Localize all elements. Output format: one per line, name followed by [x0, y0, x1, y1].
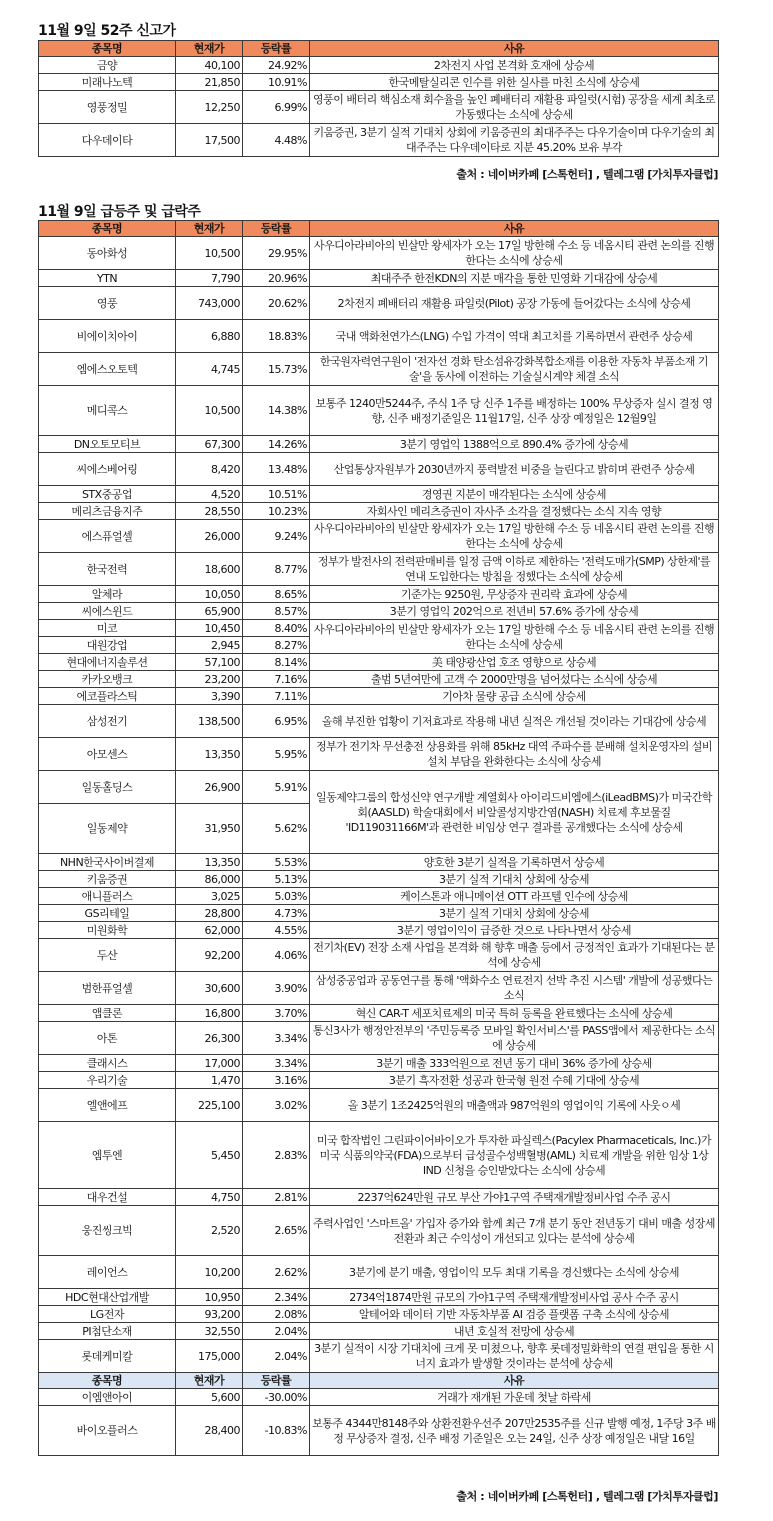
- current-price: 28,400: [176, 1406, 243, 1456]
- down-header-rate: 등락률: [243, 1373, 310, 1389]
- change-rate: 2.65%: [243, 1206, 310, 1256]
- reason-text: 보통주 1240만5244주, 주식 1주 당 신주 1주를 배정하는 100% 무상증자 실시 결정 영향, 신주 배정기준일은 11월17일, 신주 상장 예정일은 12월9일: [310, 386, 719, 436]
- table-row: [39, 1289, 719, 1306]
- stock-name: 씨에스베어링: [39, 453, 176, 486]
- table-row: [39, 620, 719, 637]
- change-rate: 7.11%: [243, 688, 310, 705]
- stock-name: 일동홀딩스: [39, 771, 176, 804]
- table-row: [39, 1089, 719, 1122]
- table-row: [39, 654, 719, 671]
- change-rate: 3.90%: [243, 972, 310, 1005]
- reason-text: 2734억1874만원 규모의 가야1구역 주택재개발정비사업 공사 수주 공시: [310, 1289, 719, 1306]
- current-price: 10,050: [176, 586, 243, 603]
- stock-name: STX중공업: [39, 486, 176, 503]
- stock-name: 이엠앤아이: [39, 1389, 176, 1406]
- current-price: 93,200: [176, 1306, 243, 1323]
- reason-text: 주력사업인 '스마트올' 가입자 증가와 함께 최근 7개 분기 동안 전년동기 대비 매출 성장세 전환과 최근 수익성이 개선되고 있다는 분석에 상승세: [310, 1206, 719, 1256]
- stock-name: 우리기술: [39, 1072, 176, 1089]
- stock-name: 대우건설: [39, 1189, 176, 1206]
- stock-name: 앱클론: [39, 1005, 176, 1022]
- change-rate: 4.73%: [243, 905, 310, 922]
- table-row: [39, 1389, 719, 1406]
- change-rate: 8.40%: [243, 620, 310, 637]
- stock-name: 에스퓨얼셀: [39, 520, 176, 553]
- current-price: 138,500: [176, 705, 243, 738]
- stock-name: 삼성전기: [39, 705, 176, 738]
- current-price: 67,300: [176, 436, 243, 453]
- table-row: [39, 1306, 719, 1323]
- reason-text: 한국원자력연구원이 '전자선 경화 탄소섬유강화복합소재를 이용한 자동차 부품소재 기술'을 동사에 이전하는 기술실시계약 체결 소식: [310, 353, 719, 386]
- reason-text: 거래가 재개된 가운데 첫날 하락세: [310, 1389, 719, 1406]
- current-price: 4,520: [176, 486, 243, 503]
- change-rate: 14.38%: [243, 386, 310, 436]
- stock-name: 미원화학: [39, 922, 176, 939]
- stock-name: YTN: [39, 270, 176, 287]
- reason-text: 알테어와 데이터 기반 자동차부품 AI 검증 플랫폼 구축 소식에 상승세: [310, 1306, 719, 1323]
- down-header-name: 종목명: [39, 1373, 176, 1389]
- change-rate: 14.26%: [243, 436, 310, 453]
- reason-text: 3분기 흑자전환 성공과 한국형 원전 수혜 기대에 상승세: [310, 1072, 719, 1089]
- stock-name: 일동제약: [39, 804, 176, 854]
- change-rate: 6.95%: [243, 705, 310, 738]
- change-rate: 15.73%: [243, 353, 310, 386]
- stock-name: 키움증권: [39, 871, 176, 888]
- table-row: [39, 1406, 719, 1456]
- change-rate: 4.06%: [243, 939, 310, 972]
- table-row: [39, 553, 719, 586]
- current-price: 13,350: [176, 738, 243, 771]
- movers-table: [38, 220, 719, 1456]
- table-row: [39, 888, 719, 905]
- current-price: 2,945: [176, 637, 243, 654]
- table-row: [39, 353, 719, 386]
- current-price: 4,745: [176, 353, 243, 386]
- reason-text: 산업통상자원부가 2030년까지 풍력발전 비중을 늘린다고 밝히며 관련주 상승세: [310, 453, 719, 486]
- change-rate: 8.27%: [243, 637, 310, 654]
- stock-name: 금양: [39, 57, 176, 74]
- reason-text: 3분기 영업익 1388억으로 890.4% 증가에 상승세: [310, 436, 719, 453]
- stock-name: 동아화성: [39, 237, 176, 270]
- table-row: [39, 1072, 719, 1089]
- change-rate: 5.95%: [243, 738, 310, 771]
- change-rate: 7.16%: [243, 671, 310, 688]
- header-price: 현재가: [176, 221, 243, 237]
- change-rate: 4.55%: [243, 922, 310, 939]
- stock-name: 에코플라스틱: [39, 688, 176, 705]
- reason-text: 3분기 실적이 시장 기대치에 크게 못 미쳤으나, 향후 롯데정밀화학의 연결 편입을 통한 시너지 효과가 발생할 것이라는 분석에 상승세: [310, 1340, 719, 1373]
- reason-text: 3분기 매출 333억원으로 전년 동기 대비 36% 증가에 상승세: [310, 1055, 719, 1072]
- current-price: 2,520: [176, 1206, 243, 1256]
- change-rate: -30.00%: [243, 1389, 310, 1406]
- change-rate: 5.03%: [243, 888, 310, 905]
- current-price: 5,600: [176, 1389, 243, 1406]
- change-rate: 5.13%: [243, 871, 310, 888]
- new-high-table: [38, 40, 719, 157]
- table-row: [39, 905, 719, 922]
- current-price: 40,100: [176, 57, 243, 74]
- reason-text: 삼성중공업과 공동연구를 통해 '액화수소 연료전지 선박 추진 시스템' 개발에 성공했다는 소식: [310, 972, 719, 1005]
- stock-name: GS리테일: [39, 905, 176, 922]
- stock-name: 엘앤에프: [39, 1089, 176, 1122]
- reason-text: 자회사인 메리츠증권이 자사주 소각을 결정했다는 소식 지속 영향: [310, 503, 719, 520]
- current-price: 12,250: [176, 91, 243, 124]
- reason-text: 영풍이 배터리 핵심소재 회수율을 높인 폐배터리 재활용 파일럿(시험) 공장을 세계 최초로 가동했다는 소식에 상승세: [310, 91, 719, 124]
- change-rate: 2.83%: [243, 1122, 310, 1189]
- header-name: 종목명: [39, 41, 176, 57]
- change-rate: 5.53%: [243, 854, 310, 871]
- table-row: [39, 270, 719, 287]
- stock-name: 다우데이타: [39, 124, 176, 157]
- reason-text: 올해 부진한 업황이 기저효과로 작용해 내년 실적은 개선될 것이라는 기대감에 상승세: [310, 705, 719, 738]
- reason-text: 美 태양광산업 호조 영향으로 상승세: [310, 654, 719, 671]
- reason-text: 최대주주 한전KDN의 지분 매각을 통한 민영화 기대감에 상승세: [310, 270, 719, 287]
- down-header-reason: 사유: [310, 1373, 719, 1389]
- current-price: 23,200: [176, 671, 243, 688]
- current-price: 743,000: [176, 287, 243, 320]
- current-price: 175,000: [176, 1340, 243, 1373]
- change-rate: 3.02%: [243, 1089, 310, 1122]
- change-rate: 10.91%: [243, 74, 310, 91]
- current-price: 7,790: [176, 270, 243, 287]
- change-rate: 20.96%: [243, 270, 310, 287]
- table-row: [39, 922, 719, 939]
- change-rate: 3.34%: [243, 1055, 310, 1072]
- stock-name: 두산: [39, 939, 176, 972]
- current-price: 26,300: [176, 1022, 243, 1055]
- reason-text: 일동제약그룹의 합성신약 연구개발 계열회사 아이리드비엠에스(iLeadBMS)가 미국간학회(AASLD) 학술대회에서 비알콜성지방간염(NASH) 치료제 후보물질 'ID119031166M'과 관련한 비임상 연구 결과를 공개했다는 소식에 상승세: [310, 771, 719, 854]
- header-reason: 사유: [310, 41, 719, 57]
- change-rate: 2.08%: [243, 1306, 310, 1323]
- stock-name: PI첨단소재: [39, 1323, 176, 1340]
- table-row: [39, 1256, 719, 1289]
- table-row: [39, 1122, 719, 1189]
- down-header-price: 현재가: [176, 1373, 243, 1389]
- stock-name: 영풍: [39, 287, 176, 320]
- current-price: 65,900: [176, 603, 243, 620]
- stock-name: LG전자: [39, 1306, 176, 1323]
- reason-text: 사우디아라비아의 빈살만 왕세자가 오는 17일 방한해 수소 등 네옴시티 관련 논의를 진행한다는 소식에 상승세: [310, 237, 719, 270]
- table-row: [39, 520, 719, 553]
- stock-name: 비에이치아이: [39, 320, 176, 353]
- table-row: [39, 1005, 719, 1022]
- current-price: 17,500: [176, 124, 243, 157]
- current-price: 17,000: [176, 1055, 243, 1072]
- current-price: 57,100: [176, 654, 243, 671]
- reason-text: 케이스톤과 애니메이션 OTT 라프텔 인수에 상승세: [310, 888, 719, 905]
- reason-text: 정부가 발전사의 전력판매비를 일정 금액 이하로 제한하는 '전력도매가(SMP) 상한제'를 연내 도입한다는 방침을 정했다는 소식에 상승세: [310, 553, 719, 586]
- current-price: 10,950: [176, 1289, 243, 1306]
- current-price: 86,000: [176, 871, 243, 888]
- current-price: 26,900: [176, 771, 243, 804]
- table-row: [39, 320, 719, 353]
- change-rate: 5.62%: [243, 804, 310, 854]
- current-price: 5,450: [176, 1122, 243, 1189]
- current-price: 8,420: [176, 453, 243, 486]
- current-price: 6,880: [176, 320, 243, 353]
- stock-name: 한국전력: [39, 553, 176, 586]
- reason-text: 2237억624만원 규모 부산 가야1구역 주택재개발정비사업 수주 공시: [310, 1189, 719, 1206]
- table-row: [39, 503, 719, 520]
- change-rate: 2.62%: [243, 1256, 310, 1289]
- change-rate: 4.48%: [243, 124, 310, 157]
- table-row: [39, 1022, 719, 1055]
- reason-text: 국내 액화천연가스(LNG) 수입 가격이 역대 최고치를 기록하면서 관련주 상승세: [310, 320, 719, 353]
- stock-name: 아톤: [39, 1022, 176, 1055]
- stock-name: 범한퓨얼셀: [39, 972, 176, 1005]
- current-price: 28,800: [176, 905, 243, 922]
- stock-name: 영풍정밀: [39, 91, 176, 124]
- table-row: [39, 586, 719, 603]
- stock-name: 바이오플러스: [39, 1406, 176, 1456]
- table-row: [39, 939, 719, 972]
- table-row: [39, 854, 719, 871]
- change-rate: 29.95%: [243, 237, 310, 270]
- current-price: 3,390: [176, 688, 243, 705]
- stock-name: 카카오뱅크: [39, 671, 176, 688]
- table-row: [39, 671, 719, 688]
- current-price: 13,350: [176, 854, 243, 871]
- table-row: [39, 91, 719, 124]
- reason-text: 기준가는 9250원, 무상증자 권리락 효과에 상승세: [310, 586, 719, 603]
- stock-name: 웅진씽크빅: [39, 1206, 176, 1256]
- stock-name: 현대에너지솔루션: [39, 654, 176, 671]
- reason-text: 보통주 4344만8148주와 상환전환우선주 207만2535주를 신규 발행 예정, 1주당 3주 배정 무상증자 결정, 신주 배정 기준일은 오는 24일, 신주 상장 예정일은 내달 16일: [310, 1406, 719, 1456]
- current-price: 10,200: [176, 1256, 243, 1289]
- change-rate: 20.62%: [243, 287, 310, 320]
- change-rate: 2.04%: [243, 1340, 310, 1373]
- current-price: 10,500: [176, 237, 243, 270]
- change-rate: 3.16%: [243, 1072, 310, 1089]
- section1-title: 11월 9일 52주 신고가: [38, 23, 176, 39]
- table-row: [39, 453, 719, 486]
- header-rate: 등락률: [243, 41, 310, 57]
- change-rate: 24.92%: [243, 57, 310, 74]
- table-row: [39, 1323, 719, 1340]
- table-row: [39, 738, 719, 771]
- current-price: 10,450: [176, 620, 243, 637]
- current-price: 26,000: [176, 520, 243, 553]
- current-price: 62,000: [176, 922, 243, 939]
- change-rate: 10.23%: [243, 503, 310, 520]
- reason-text: 3분기 영업익 202억으로 전년비 57.6% 증가에 상승세: [310, 603, 719, 620]
- stock-name: 클래시스: [39, 1055, 176, 1072]
- reason-text: 사우디아라비아의 빈살만 왕세자가 오는 17일 방한해 수소 등 네옴시티 관련 논의를 진행한다는 소식에 상승세: [310, 620, 719, 654]
- current-price: 1,470: [176, 1072, 243, 1089]
- table-row: [39, 124, 719, 157]
- current-price: 225,100: [176, 1089, 243, 1122]
- header-rate: 등락률: [243, 221, 310, 237]
- change-rate: -10.83%: [243, 1406, 310, 1456]
- source-note: 출처 : 네이버카페 [스톡헌터] , 텔레그램 [가치투자클럽]: [456, 168, 718, 181]
- reason-text: 미국 합작법인 그린파이어바이오가 투자한 파실렉스(Pacylex Pharmaceticals, Inc.)가 미국 식품의약국(FDA)으로부터 급성골수성백혈병(AML) 치료제 개발을 위한 임상 1상 IND 신청을 승인받았다는 소식에 상승세: [310, 1122, 719, 1189]
- stock-name: 대원강업: [39, 637, 176, 654]
- table-row: [39, 386, 719, 436]
- table-row: [39, 705, 719, 738]
- section2-title: 11월 9일 급등주 및 급락주: [38, 204, 201, 220]
- change-rate: 2.81%: [243, 1189, 310, 1206]
- current-price: 4,750: [176, 1189, 243, 1206]
- reason-text: 2차전지 폐배터리 재활용 파일럿(Pilot) 공장 가동에 들어갔다는 소식에 상승세: [310, 287, 719, 320]
- change-rate: 8.57%: [243, 603, 310, 620]
- header-price: 현재가: [176, 41, 243, 57]
- reason-text: 경영권 지분이 매각된다는 소식에 상승세: [310, 486, 719, 503]
- change-rate: 3.70%: [243, 1005, 310, 1022]
- stock-name: DN오토모티브: [39, 436, 176, 453]
- change-rate: 13.48%: [243, 453, 310, 486]
- reason-text: 내년 호실적 전망에 상승세: [310, 1323, 719, 1340]
- reason-text: 혁신 CAR-T 세포치료제의 미국 특허 등록을 완료했다는 소식에 상승세: [310, 1005, 719, 1022]
- stock-name: 롯데케미칼: [39, 1340, 176, 1373]
- current-price: 28,550: [176, 503, 243, 520]
- table-row: [39, 771, 719, 804]
- current-price: 30,600: [176, 972, 243, 1005]
- source-note: 출처 : 네이버카페 [스톡헌터] , 텔레그램 [가치투자클럽]: [456, 1490, 718, 1503]
- table-row: [39, 237, 719, 270]
- table-row: [39, 1206, 719, 1256]
- stock-name: 씨에스윈드: [39, 603, 176, 620]
- reason-text: 기아차 물량 공급 소식에 상승세: [310, 688, 719, 705]
- reason-text: 3분기 영업이익이 급증한 것으로 나타나면서 상승세: [310, 922, 719, 939]
- reason-text: 전기차(EV) 전장 소재 사업을 본격화 해 향후 매출 등에서 긍정적인 효과가 기대된다는 분석에 상승세: [310, 939, 719, 972]
- header-name: 종목명: [39, 221, 176, 237]
- reason-text: 3분기에 분기 매출, 영업이익 모두 최대 기록을 경신했다는 소식에 상승세: [310, 1256, 719, 1289]
- table-row: [39, 603, 719, 620]
- reason-text: 3분기 실적 기대치 상회에 상승세: [310, 871, 719, 888]
- reason-text: 2차전지 사업 본격화 호재에 상승세: [310, 57, 719, 74]
- current-price: 16,800: [176, 1005, 243, 1022]
- reason-text: 올 3분기 1조2425억원의 매출액과 987억원의 영업이익 기록에 사웃ㅇ세: [310, 1089, 719, 1122]
- current-price: 10,500: [176, 386, 243, 436]
- reason-text: 통신3사가 행정안전부의 '주민등록증 모바일 확인서비스'를 PASS앱에서 제공한다는 소식에 상승세: [310, 1022, 719, 1055]
- change-rate: 9.24%: [243, 520, 310, 553]
- change-rate: 8.14%: [243, 654, 310, 671]
- current-price: 31,950: [176, 804, 243, 854]
- table-row: [39, 436, 719, 453]
- table-row: [39, 1340, 719, 1373]
- table-row: [39, 486, 719, 503]
- change-rate: 2.34%: [243, 1289, 310, 1306]
- table-row: [39, 57, 719, 74]
- change-rate: 3.34%: [243, 1022, 310, 1055]
- reason-text: 한국메탈실리콘 인수를 위한 실사를 마친 소식에 상승세: [310, 74, 719, 91]
- current-price: 92,200: [176, 939, 243, 972]
- current-price: 21,850: [176, 74, 243, 91]
- table-row: [39, 972, 719, 1005]
- reason-text: 키움증권, 3분기 실적 기대치 상회에 키움증권의 최대주주는 다우기술이며 다우기술의 최대주주는 다우데이타로 지분 45.20% 보유 부각: [310, 124, 719, 157]
- stock-name: 엠투엔: [39, 1122, 176, 1189]
- table-row: [39, 1055, 719, 1072]
- stock-name: 아모센스: [39, 738, 176, 771]
- reason-text: 정부가 전기차 무선충전 상용화를 위해 85kHz 대역 주파수를 분배해 설치운영자의 설비 설치 부담을 완화한다는 소식에 상승세: [310, 738, 719, 771]
- stock-name: 레이언스: [39, 1256, 176, 1289]
- header-reason: 사유: [310, 221, 719, 237]
- stock-name: 메디콕스: [39, 386, 176, 436]
- change-rate: 6.99%: [243, 91, 310, 124]
- table-row: [39, 688, 719, 705]
- stock-name: 애니플러스: [39, 888, 176, 905]
- change-rate: 8.77%: [243, 553, 310, 586]
- table-row: [39, 287, 719, 320]
- current-price: 3,025: [176, 888, 243, 905]
- reason-text: 사우디아라비아의 빈살만 왕세자가 오는 17일 방한해 수소 등 네옴시티 관련 논의를 진행한다는 소식에 상승세: [310, 520, 719, 553]
- reason-text: 3분기 실적 기대치 상회에 상승세: [310, 905, 719, 922]
- reason-text: 양호한 3분기 실적을 기록하면서 상승세: [310, 854, 719, 871]
- change-rate: 8.65%: [243, 586, 310, 603]
- stock-name: NHN한국사이버결제: [39, 854, 176, 871]
- reason-text: 출범 5년여만에 고객 수 2000만명을 넘어섰다는 소식에 상승세: [310, 671, 719, 688]
- current-price: 32,550: [176, 1323, 243, 1340]
- stock-name: 미래나노텍: [39, 74, 176, 91]
- change-rate: 18.83%: [243, 320, 310, 353]
- table-row: [39, 871, 719, 888]
- stock-name: 알체라: [39, 586, 176, 603]
- table-row: [39, 1189, 719, 1206]
- current-price: 18,600: [176, 553, 243, 586]
- change-rate: 5.91%: [243, 771, 310, 804]
- stock-name: HDC현대산업개발: [39, 1289, 176, 1306]
- stock-name: 메리츠금융지주: [39, 503, 176, 520]
- table-row: [39, 74, 719, 91]
- change-rate: 10.51%: [243, 486, 310, 503]
- change-rate: 2.04%: [243, 1323, 310, 1340]
- stock-name: 미코: [39, 620, 176, 637]
- stock-name: 엠에스오토텍: [39, 353, 176, 386]
